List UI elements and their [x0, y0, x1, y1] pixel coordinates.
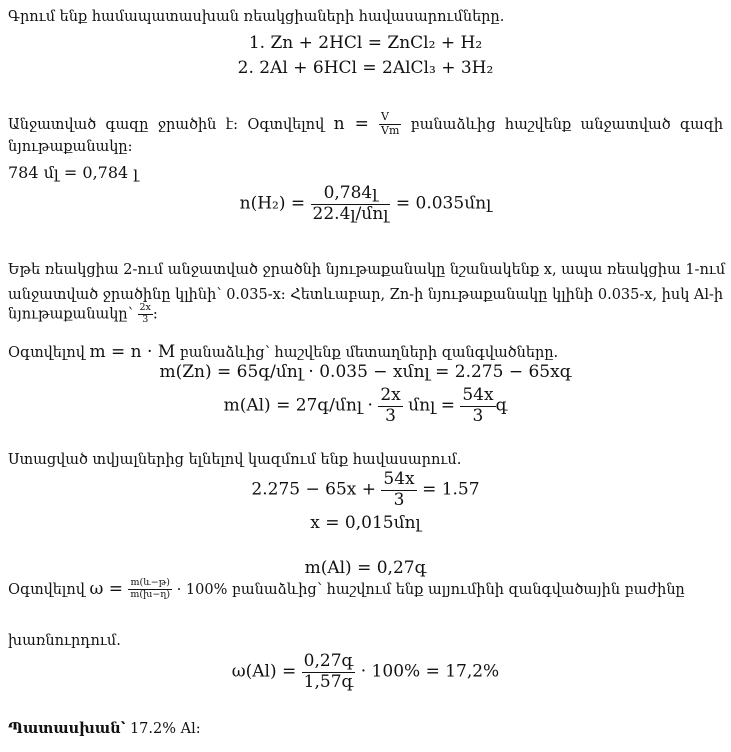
n-formula [333, 110, 402, 137]
paragraph-4: Ստացված տվյալներից ելնելով կազմում ենք հավասարում. [8, 452, 462, 468]
main-equation-fraction [381, 470, 416, 510]
m-al-unit: գ [495, 395, 508, 416]
volume-conversion: 784 մլ = 0,784 լ [8, 163, 139, 182]
al-amount-numerator: 2x [139, 302, 151, 313]
n-h2-lhs: n(H₂) = [239, 193, 306, 214]
main-equation-lhs: 2.275 − 65x + [251, 479, 377, 500]
intro-text: Գրում ենք համապատասխան ռեակցիաների հավասարումները. [8, 9, 505, 25]
m-al-value: m(Al) = 0,27գ [304, 558, 427, 578]
paragraph-5-line-1 [8, 578, 685, 601]
n-formula-fraction [379, 111, 401, 137]
paragraph-5-text-b: · 100% բանաձևից՝ հաշվում ենք ալյումինի զանգվածային բաժինը [176, 581, 685, 598]
omega-formula [89, 579, 172, 599]
main-equation [0, 470, 731, 510]
paragraph-3-text-b: բանաձևից՝ հաշվենք մետաղների զանգվածները. [179, 345, 559, 361]
paragraph-5-line-2: խառնուրդում. [8, 633, 121, 649]
n-h2-denominator: 22.4լ/մոլ [312, 203, 389, 224]
n-h2-numerator: 0,784լ [311, 184, 391, 205]
n-h2-rhs: = 0.035մոլ [395, 193, 492, 214]
paragraph-2-line-1: Եթե ռեակցիա 2-ում անջատված ջրածնի նյութաքանակը նշանակենք x, ապա ռեակցիա 1-ում [8, 262, 726, 278]
m-al-numerator-2: 54x [462, 385, 494, 405]
paragraph-2-text: նյութաքանակը՝ [8, 306, 133, 323]
answer-value: 17.2% Al: [129, 721, 201, 737]
m-al-numerator-1: 2x [380, 385, 401, 405]
reaction-2: 2. 2Al + 6HCl = 2AlCl₃ + 3H₂ [237, 58, 494, 78]
paragraph-3 [8, 342, 558, 362]
omega-al-lhs: ω(Al) = [231, 661, 297, 682]
reaction-1: 1. Zn + 2HCl = ZnCl₂ + H₂ [248, 33, 483, 53]
m-al-denominator-2: 3 [472, 405, 484, 426]
omega-al-rhs: · 100% = 17,2% [360, 661, 500, 682]
paragraph-3-text-a: Օգտվելով [8, 345, 85, 361]
x-value: x = 0,015մոլ [310, 513, 421, 533]
m-al-mid: մոլ = [408, 395, 455, 416]
paragraph-1-line-2: նյութաքանակը: [8, 139, 133, 155]
n-formula-lhs: n = [333, 114, 369, 134]
al-amount-fraction [138, 303, 153, 326]
paragraph-2-line-2: անջատված ջրածինը կլինի՝ 0.035-x: Հետևաբար, Zn-ի նյութաքանակը կլինի 0.035-x, իսկ Al-ի [8, 287, 724, 303]
paragraph-1-text-b: բանաձևից հաշվենք անջատված գազի [410, 117, 724, 133]
paragraph-2-line-3 [8, 303, 158, 326]
n-formula-denominator: Vm [381, 124, 400, 137]
paragraph-1-text-a: Անջատված գազը ջրածին է: Օգտվելով [8, 117, 325, 133]
omega-formula-denominator: m(խ−ղ) [130, 588, 171, 600]
omega-al-fraction [302, 652, 356, 692]
m-al-equation [0, 386, 731, 426]
answer-label: Պատասխան՝ [8, 720, 126, 737]
main-equation-rhs: = 1.57 [422, 479, 480, 500]
m-al-fraction-2 [460, 386, 495, 426]
omega-al-equation [0, 652, 731, 692]
m-zn-equation: m(Zn) = 65գ/մոլ · 0.035 − xմոլ = 2.275 − 65xգ [159, 362, 572, 382]
m-al-fraction-1 [378, 386, 402, 426]
al-amount-denominator: 3 [142, 313, 149, 325]
n-formula-numerator: V [379, 111, 401, 125]
main-equation-numerator: 54x [383, 469, 415, 489]
omega-formula-numerator: m(և−թ) [128, 578, 172, 590]
mass-formula: m = n · M [89, 342, 176, 362]
omega-al-denominator: 1,57գ [303, 671, 354, 692]
paragraph-2-colon: : [152, 306, 158, 323]
m-al-denominator-1: 3 [385, 405, 396, 426]
main-equation-denominator: 3 [393, 489, 405, 510]
omega-formula-fraction [128, 578, 172, 601]
n-h2-equation [0, 184, 731, 224]
omega-al-numerator: 0,27գ [303, 651, 354, 671]
answer-line [8, 720, 201, 737]
paragraph-5-text-a: Օգտվելով [8, 581, 85, 598]
n-h2-fraction [311, 184, 391, 224]
omega-formula-lhs: ω = [89, 578, 123, 599]
m-al-lhs: m(Al) = 27գ/մոլ · [223, 395, 373, 416]
